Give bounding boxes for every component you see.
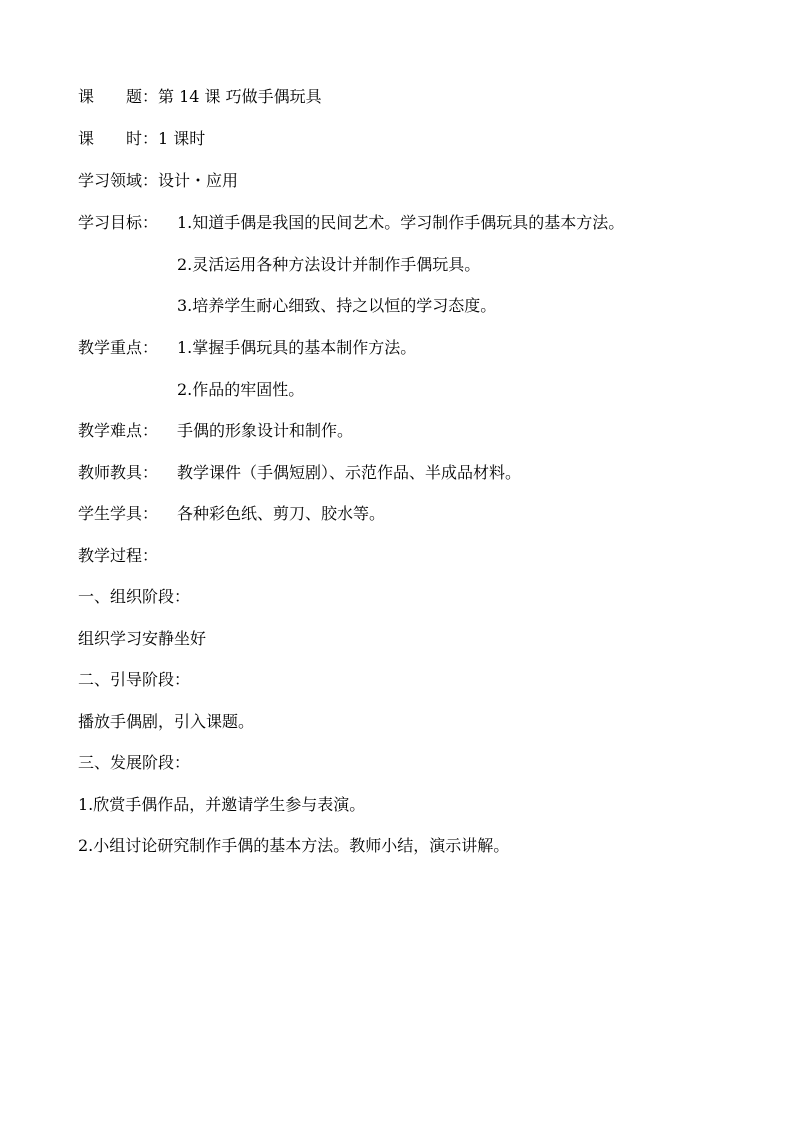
learning-domain-label: 学习领域： — [78, 171, 159, 190]
key-points-label: 教学重点： — [78, 338, 159, 357]
objective-item: 3.培养学生耐心细致、持之以恒的学习态度。 — [177, 296, 497, 315]
stage1-text: 组织学习安静坐好 — [78, 629, 207, 648]
lesson-title-value: 第 14 课 巧做手偶玩具 — [158, 87, 322, 106]
lesson-title-label: 课 题： — [78, 87, 159, 106]
student-tools-label: 学生学具： — [78, 504, 159, 523]
key-point-item: 2.作品的牢固性。 — [177, 380, 305, 399]
key-point-item: 1.掌握手偶玩具的基本制作方法。 — [177, 338, 417, 357]
learning-domain-line — [78, 171, 238, 191]
lesson-period-label: 课 时： — [78, 129, 159, 148]
objectives-label: 学习目标： — [78, 213, 159, 232]
lesson-period-line — [78, 129, 205, 149]
difficulty-value: 手偶的形象设计和制作。 — [177, 421, 354, 440]
process-heading: 教学过程： — [78, 546, 159, 565]
stage3-item: 2.小组讨论研究制作手偶的基本方法。教师小结，演示讲解。 — [78, 836, 510, 855]
stage3-item: 1.欣赏手偶作品，并邀请学生参与表演。 — [78, 795, 366, 814]
lesson-title-line — [78, 87, 322, 107]
difficulty-label: 教学难点： — [78, 421, 159, 440]
objective-item: 2.灵活运用各种方法设计并制作手偶玩具。 — [177, 255, 481, 274]
lesson-period-value: 1 课时 — [158, 129, 206, 148]
stage1-heading: 一、组织阶段： — [78, 587, 191, 606]
stage2-heading: 二、引导阶段： — [78, 670, 191, 689]
learning-domain-value: 设计・应用 — [158, 171, 239, 190]
stage3-heading: 三、发展阶段： — [78, 753, 191, 772]
teacher-tools-value: 教学课件（手偶短剧）、示范作品、半成品材料。 — [177, 463, 522, 482]
teacher-tools-label: 教师教具： — [78, 463, 159, 482]
objective-item: 1.知道手偶是我国的民间艺术。学习制作手偶玩具的基本方法。 — [177, 213, 625, 232]
stage2-text: 播放手偶剧，引入课题。 — [78, 712, 255, 731]
student-tools-value: 各种彩色纸、剪刀、胶水等。 — [177, 504, 386, 523]
